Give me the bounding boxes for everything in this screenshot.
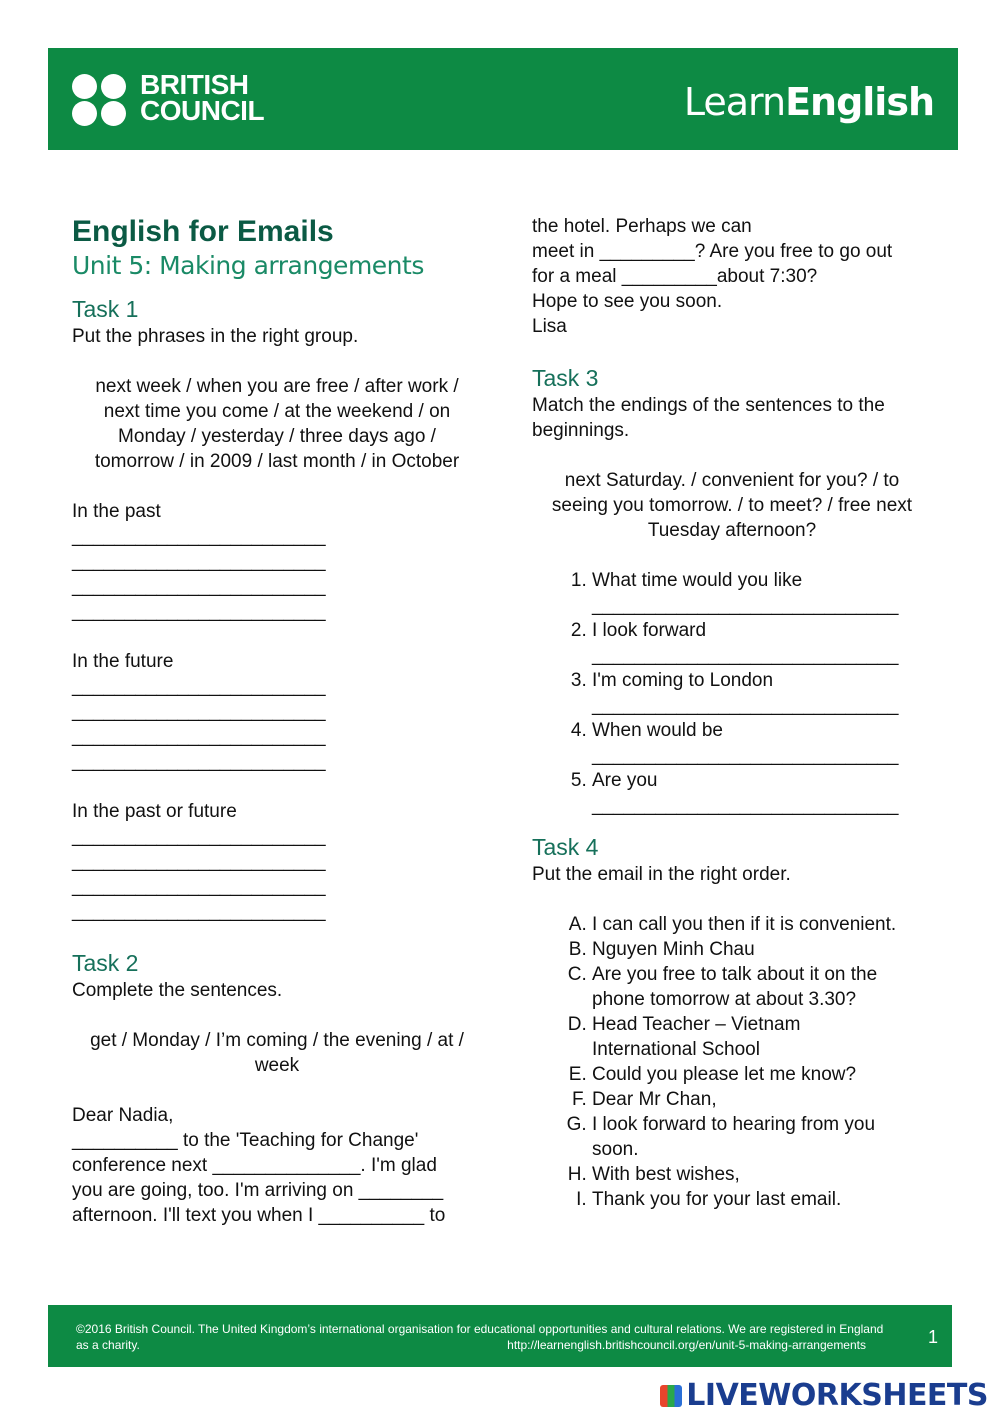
answer-blank[interactable]: ________________________ xyxy=(72,876,326,897)
task4-list xyxy=(532,912,932,1212)
answer-blank[interactable]: _____________________________ xyxy=(592,695,899,716)
task2-heading: Task 2 xyxy=(72,950,139,976)
list-item: H. With best wishes, xyxy=(592,1162,932,1187)
task4-heading: Task 4 xyxy=(532,834,599,860)
ending-line: Tuesday afternoon? xyxy=(647,520,817,541)
list-item: 4. When would be _____________________________ xyxy=(592,718,932,768)
answer-blank[interactable]: ________________________ xyxy=(72,751,326,772)
task3-heading: Task 3 xyxy=(532,365,599,391)
letter-line[interactable]: conference next ______________. I'm glad xyxy=(72,1155,437,1176)
list-item: D. Head Teacher – Vietnam International School xyxy=(592,1012,932,1062)
answer-blank[interactable]: ________________________ xyxy=(72,526,326,547)
task2-word-box xyxy=(72,1028,482,1078)
list-item: E. Could you please let me know? xyxy=(592,1062,932,1087)
answer-blank[interactable]: _____________________________ xyxy=(592,795,899,816)
group-label-future: In the future xyxy=(72,651,174,672)
liveworksheets-logo-icon xyxy=(660,1385,682,1407)
list-item: A. I can call you then if it is convenient. xyxy=(592,912,932,937)
task2-instruction: Complete the sentences. xyxy=(72,980,283,1001)
letter-line[interactable]: you are going, too. I'm arriving on ________ xyxy=(72,1180,444,1201)
phrase-line: next week / when you are free / after work / xyxy=(95,376,459,397)
answer-blank[interactable]: ________________________ xyxy=(72,676,326,697)
task3-endings-box xyxy=(532,468,932,543)
british-council-logo-icon xyxy=(72,74,128,126)
learnenglish-logo: LearnEnglish xyxy=(683,80,934,124)
list-item: B. Nguyen Minh Chau xyxy=(592,937,932,962)
group-label-past-or-future: In the past or future xyxy=(72,801,237,822)
phrase-line: next time you come / at the weekend / on xyxy=(103,401,451,422)
task3-list xyxy=(532,568,932,818)
answer-blank[interactable]: _____________________________ xyxy=(592,745,899,766)
footer-url[interactable]: http://learnenglish.britishcouncil.org/en/unit-5-making-arrangements xyxy=(507,1338,866,1352)
task1-phrase-box xyxy=(72,374,482,474)
phrase-line: tomorrow / in 2009 / last month / in October xyxy=(94,451,460,472)
list-item: 1. What time would you like _____________________________ xyxy=(592,568,932,618)
letter-line: Hope to see you soon. xyxy=(532,291,723,312)
answer-blank[interactable]: ________________________ xyxy=(72,726,326,747)
ending-line: next Saturday. / convenient for you? / to xyxy=(564,470,900,491)
footer-banner xyxy=(48,1305,952,1367)
answer-blank[interactable]: _____________________________ xyxy=(592,645,899,666)
ending-line: seeing you tomorrow. / to meet? / free next xyxy=(551,495,913,516)
footer-copyright: ©2016 British Council. The United Kingdom’s international organisation for educational opportunities and cultural relations. We are registered in England as a charity. xyxy=(76,1322,884,1352)
list-item: C. Are you free to talk about it on the phone tomorrow at about 3.30? xyxy=(592,962,932,1012)
word-line: week xyxy=(254,1055,300,1076)
letter-line[interactable]: __________ to the 'Teaching for Change' xyxy=(72,1130,419,1151)
phrase-line: Monday / yesterday / three days ago / xyxy=(118,426,436,447)
answer-blank[interactable]: ________________________ xyxy=(72,851,326,872)
answer-blank[interactable]: ________________________ xyxy=(72,576,326,597)
liveworksheets-watermark: LIVEWORKSHEETS xyxy=(660,1378,988,1413)
list-item: 3. I'm coming to London _____________________________ xyxy=(592,668,932,718)
answer-blank[interactable]: ________________________ xyxy=(72,901,326,922)
answer-blank[interactable]: ________________________ xyxy=(72,701,326,722)
right-column xyxy=(532,214,932,1212)
page-title: English for Emails xyxy=(72,215,334,248)
task1-heading: Task 1 xyxy=(72,296,139,322)
letter-line[interactable]: afternoon. I'll text you when I __________ to xyxy=(72,1205,446,1226)
page-number: 1 xyxy=(927,1327,938,1347)
task1-instruction: Put the phrases in the right group. xyxy=(72,326,359,347)
task3-instruction: Match the endings of the sentences to the beginnings. xyxy=(532,395,885,441)
letter-signature: Lisa xyxy=(532,316,567,337)
list-item: 5. Are you _____________________________ xyxy=(592,768,932,818)
list-item: F. Dear Mr Chan, xyxy=(592,1087,932,1112)
word-line: get / Monday / I’m coming / the evening / at / xyxy=(90,1030,464,1051)
left-column xyxy=(72,214,482,1228)
letter-line[interactable]: for a meal _________about 7:30? xyxy=(532,266,818,287)
letter-line[interactable]: meet in _________? Are you free to go out xyxy=(532,241,893,262)
answer-blank[interactable]: ________________________ xyxy=(72,551,326,572)
letter-line: the hotel. Perhaps we can xyxy=(532,216,752,237)
answer-blank[interactable]: ________________________ xyxy=(72,826,326,847)
header-banner xyxy=(48,48,958,150)
list-item: G. I look forward to hearing from you soon. xyxy=(592,1112,932,1162)
answer-blank[interactable]: _____________________________ xyxy=(592,595,899,616)
list-item: I. Thank you for your last email. xyxy=(592,1187,932,1212)
list-item: 2. I look forward _____________________________ xyxy=(592,618,932,668)
answer-blank[interactable]: ________________________ xyxy=(72,601,326,622)
task4-instruction: Put the email in the right order. xyxy=(532,864,791,885)
group-label-past: In the past xyxy=(72,501,161,522)
brand-name: BRITISH COUNCIL xyxy=(140,69,265,126)
letter-line: Dear Nadia, xyxy=(72,1105,174,1126)
page-subtitle: Unit 5: Making arrangements xyxy=(72,251,424,280)
